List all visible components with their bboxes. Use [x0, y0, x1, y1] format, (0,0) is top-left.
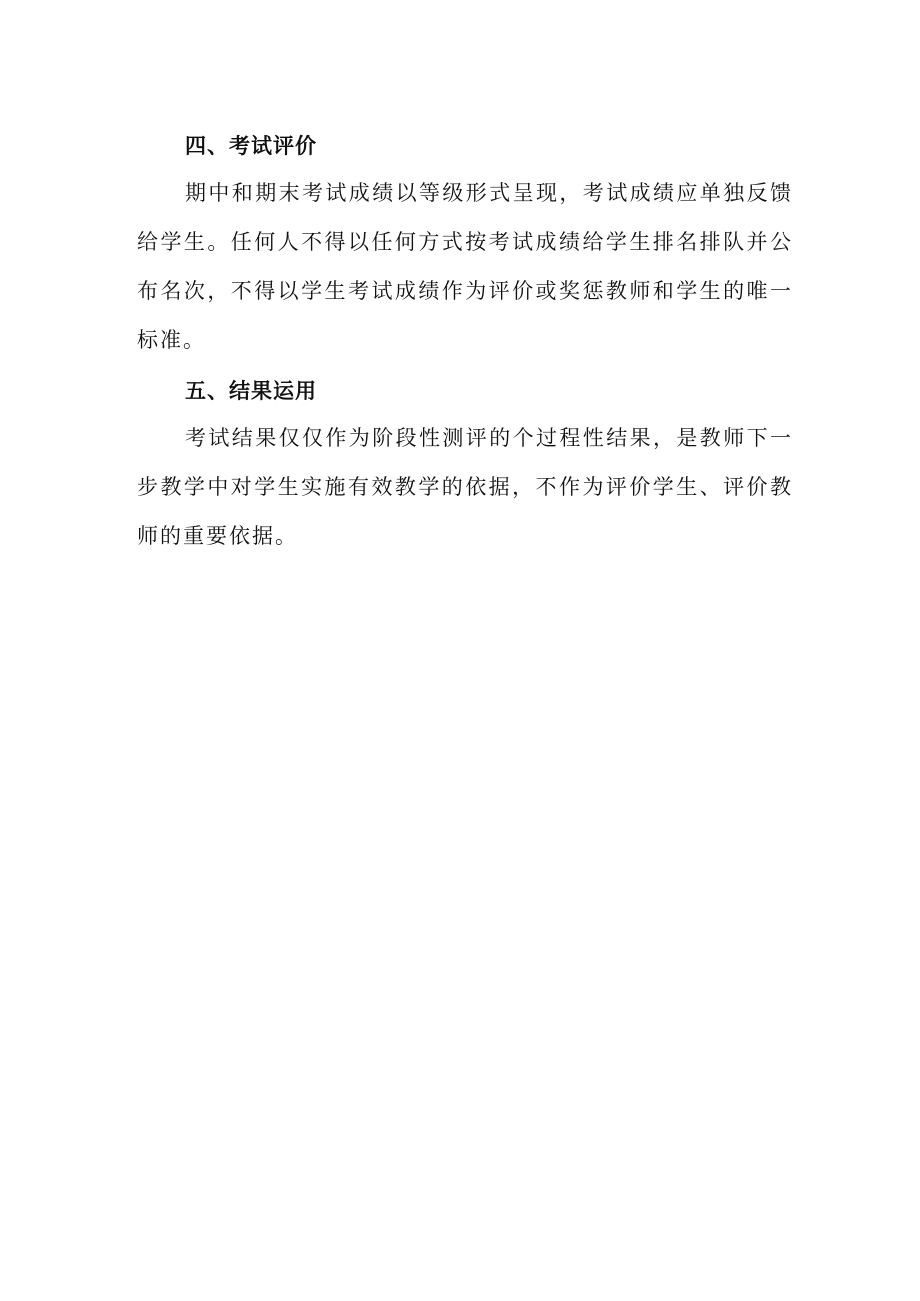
section-paragraph-results-usage: 考试结果仅仅作为阶段性测评的个过程性结果，是教师下一步教学中对学生实施有效教学的依据，不作为评价学生、评价教师的重要依据。 [137, 426, 793, 548]
section-paragraph-evaluation: 期中和期末考试成绩以等级形式呈现，考试成绩应单独反馈给学生。任何人不得以任何方式按考试成绩给学生排名排队并公布名次，不得以学生考试成绩作为评价或奖惩教师和学生的唯一标准。 [137, 181, 793, 352]
document-body [137, 126, 793, 561]
section-heading-results-usage: 五、结果运用 [185, 379, 317, 403]
section-heading-evaluation: 四、考试评价 [185, 134, 317, 158]
